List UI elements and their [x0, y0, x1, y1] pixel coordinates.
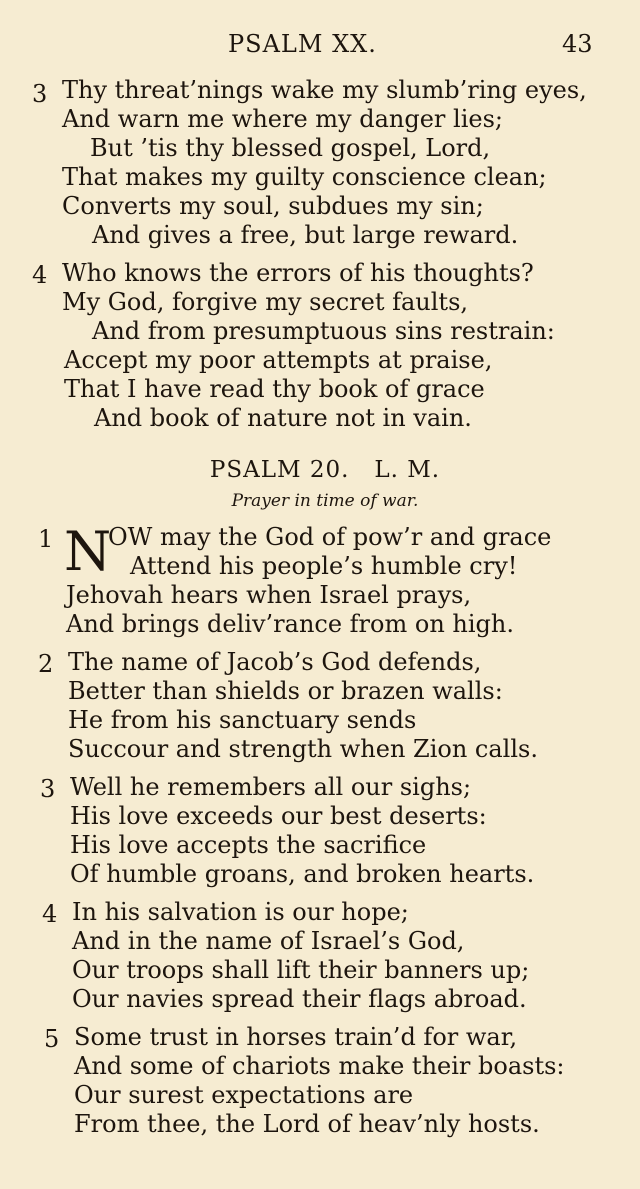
verse-line: And warn me where my danger lies;: [62, 105, 503, 133]
stanza-2: [0, 648, 640, 764]
verse-line: Some trust in horses train’d for war,: [74, 1023, 518, 1051]
stanza-prev-4: [0, 259, 640, 433]
verse-line: But ’tis thy blessed gospel, Lord,: [90, 134, 491, 162]
verse-line: And in the name of Israel’s God,: [72, 927, 465, 955]
verse-line: Our surest expectations are: [74, 1081, 414, 1109]
stanza-number: 4: [42, 900, 58, 928]
stanza-3: [0, 773, 640, 889]
verse-line: His love exceeds our best deserts:: [70, 802, 487, 830]
verse-line: That I have read thy book of grace: [64, 375, 485, 403]
verse-line: Better than shields or brazen walls:: [68, 677, 503, 705]
running-head: [0, 30, 640, 64]
verse-line: From thee, the Lord of heav’nly hosts.: [74, 1110, 540, 1138]
verse-line: Converts my soul, subdues my sin;: [62, 192, 484, 220]
stanza-number: 3: [32, 80, 48, 108]
verse-line: And some of chariots make their boasts:: [74, 1052, 565, 1080]
stanza-number: 2: [38, 650, 54, 678]
verse-line: Thy threat’nings wake my slumb’ring eyes,: [62, 76, 587, 104]
stanza-1: [0, 520, 640, 639]
verse-line: In his salvation is our hope;: [72, 898, 409, 926]
verse-line: Attend his people’s humble cry!: [130, 552, 518, 580]
psalm-title: PSALM 20. L. M.: [209, 457, 441, 483]
verse-line: He from his sanctuary sends: [68, 706, 417, 734]
verse-line: His love accepts the sacrifice: [70, 831, 427, 859]
page-number: 43: [562, 30, 593, 58]
page-content: [0, 76, 640, 1139]
running-title: PSALM XX.: [228, 30, 377, 58]
stanza-number: 3: [40, 775, 56, 803]
verse-line: Who knows the errors of his thoughts?: [62, 259, 534, 287]
verse-line: And from presumptuous sins restrain:: [92, 317, 555, 345]
stanza-4: [0, 898, 640, 1014]
stanza-prev-3: [0, 76, 640, 250]
stanza-5: [0, 1023, 640, 1139]
verse-line: Well he remembers all our sighs;: [70, 773, 472, 801]
verse-line: And book of nature not in vain.: [94, 404, 472, 432]
stanza-number: 5: [44, 1025, 60, 1053]
psalm-subtitle: Prayer in time of war.: [231, 491, 419, 511]
verse-line: OW may the God of pow’r and grace: [108, 523, 552, 551]
verse-line: And gives a free, but large reward.: [92, 221, 519, 249]
verse-line: And brings deliv’rance from on high.: [66, 610, 514, 638]
verse-line: Accept my poor attempts at praise,: [64, 346, 493, 374]
verse-line: The name of Jacob’s God defends,: [68, 648, 482, 676]
stanza-number: 4: [32, 261, 48, 289]
drop-cap: N: [64, 520, 112, 583]
verse-line: That makes my guilty conscience clean;: [62, 163, 547, 191]
verse-line: My God, forgive my secret faults,: [62, 288, 469, 316]
verse-line: Jehovah hears when Israel prays,: [66, 581, 472, 609]
verse-line: Succour and strength when Zion calls.: [68, 735, 538, 763]
verse-line: Our navies spread their flags abroad.: [72, 985, 527, 1013]
stanza-number: 1: [38, 525, 54, 553]
verse-line: Our troops shall lift their banners up;: [72, 956, 530, 984]
verse-line: Of humble groans, and broken hearts.: [70, 860, 535, 888]
